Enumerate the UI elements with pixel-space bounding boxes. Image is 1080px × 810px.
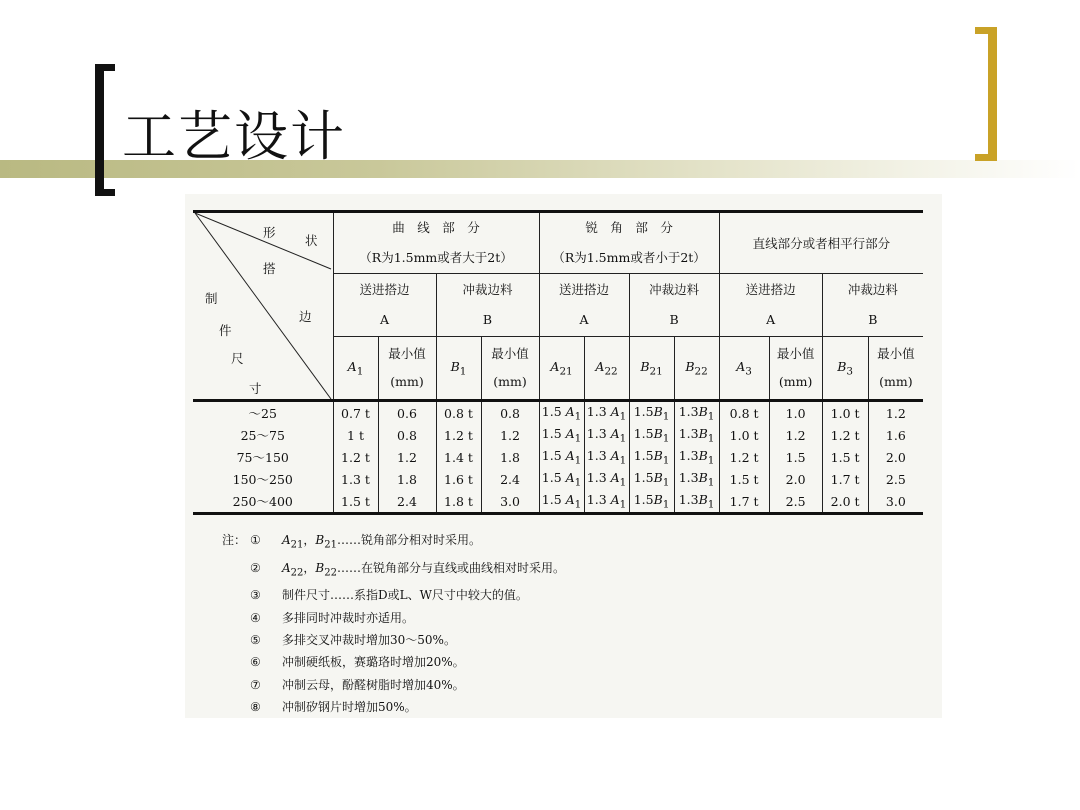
table-cell: 1.0 t [719, 424, 769, 446]
table-cell: 1.6 [868, 424, 923, 446]
table-cell: $1.3B_1$ [674, 401, 719, 425]
note-text: $A_{22}$，$B_{22}\dots\dots$在锐角部分与直线或曲线相对时采用。 [282, 560, 565, 579]
table-cell: 1.8 t [436, 490, 481, 514]
column-header: $A_3$ [719, 337, 769, 401]
note-number: ① [250, 533, 261, 547]
note-item [222, 607, 565, 629]
table-cell: 1.7 t [822, 468, 868, 490]
note-item [222, 696, 565, 718]
left-bracket-decoration [95, 64, 115, 196]
table-row [193, 446, 923, 468]
diag-label: 制 [205, 291, 218, 306]
table-cell: 1.5 [769, 446, 822, 468]
diag-label: 形 [263, 225, 276, 240]
table-row [193, 490, 923, 514]
diag-label: 边 [299, 309, 312, 324]
table-cell: 1.4 t [436, 446, 481, 468]
note-item [222, 629, 565, 651]
note-item [222, 651, 565, 673]
column-header: $B_{21}$ [629, 337, 674, 401]
note-number: ⑤ [250, 632, 261, 647]
table-cell: 1.5 $A_1$ [539, 424, 584, 446]
table-row [193, 424, 923, 446]
group-title: 直线部分或者相平行部分 [752, 236, 891, 251]
column-header: $A_1$ [333, 337, 378, 401]
table-cell: 1.2 [378, 446, 436, 468]
table-cell: 1.6 t [436, 468, 481, 490]
diag-label: 状 [305, 233, 318, 248]
note-text: 冲制硬纸板，赛璐珞时增加20%。 [282, 655, 465, 670]
table-cell: 2.0 [769, 468, 822, 490]
table-cell: 2.0 [868, 446, 923, 468]
table-cell: 1.3 $A_1$ [584, 446, 629, 468]
sub-header: 冲裁边料 B [436, 274, 539, 337]
column-header: $B_3$ [822, 337, 868, 401]
table-cell: 1.2 [481, 424, 539, 446]
note-text: 多排交叉冲裁时增加30～50%。 [282, 632, 456, 647]
table-cell: 2.4 [378, 490, 436, 514]
table-cell: 1.3 $A_1$ [584, 401, 629, 425]
column-header: $B_{22}$ [674, 337, 719, 401]
table-cell: $1.5B_1$ [629, 401, 674, 425]
table-cell: 1.3 $A_1$ [584, 468, 629, 490]
note-number: ② [250, 560, 261, 575]
table-cell: $1.3B_1$ [674, 424, 719, 446]
column-header: 最小值 (mm) [769, 337, 822, 401]
column-header: $B_1$ [436, 337, 481, 401]
note-text: 冲制矽钢片时增加50%。 [282, 699, 417, 714]
sub-header: 送进搭边 A [719, 274, 822, 337]
table-cell: 3.0 [481, 490, 539, 514]
table-cell: $1.5B_1$ [629, 424, 674, 446]
column-header: $A_{21}$ [539, 337, 584, 401]
table-row [193, 468, 923, 490]
table-row [193, 401, 923, 425]
sub-header: 送进搭边 A [539, 274, 629, 337]
table-cell: 3.0 [868, 490, 923, 514]
table-cell: 1.5 $A_1$ [539, 490, 584, 514]
group-subtitle: （R为1.5mm或者小于2t） [552, 250, 706, 265]
table-body [193, 401, 923, 514]
note-text: 多排同时冲裁时亦适用。 [282, 610, 415, 625]
table-cell: $1.3B_1$ [674, 490, 719, 514]
table-cell: 2.5 [868, 468, 923, 490]
table-cell: 1.8 [481, 446, 539, 468]
note-number: ⑧ [250, 699, 261, 714]
column-header: 最小值 (mm) [481, 337, 539, 401]
diag-label: 寸 [249, 381, 262, 396]
column-header: 最小值 (mm) [378, 337, 436, 401]
row-size-label: 25～75 [240, 428, 285, 443]
note-text: 制件尺寸……系指D或L、W尺寸中较大的值。 [282, 588, 528, 603]
group-header-straight [719, 212, 923, 274]
row-size-label: ～25 [193, 401, 333, 425]
table-cell: 1.5 t [822, 446, 868, 468]
row-size-label: 75～150 [236, 450, 289, 465]
table-cell: 1.8 [378, 468, 436, 490]
table-notes [222, 529, 565, 718]
overlap-spec-table [193, 210, 923, 515]
table-cell: 0.8 [481, 401, 539, 425]
table-cell: 1.2 t [719, 446, 769, 468]
table-cell: $1.5B_1$ [629, 446, 674, 468]
table-cell: 1.5 t [333, 490, 378, 514]
table-cell: 1.5 $A_1$ [539, 401, 584, 425]
note-item [222, 557, 565, 585]
note-item [222, 584, 565, 606]
column-header: $A_{22}$ [584, 337, 629, 401]
table-cell: 1.3 $A_1$ [584, 424, 629, 446]
slide-title: 工艺设计 [122, 105, 346, 168]
group-subtitle: （R为1.5mm或者大于2t） [359, 250, 513, 265]
diag-label: 尺 [231, 351, 244, 366]
table-cell: 0.6 [378, 401, 436, 425]
table-cell: 2.5 [769, 490, 822, 514]
note-number: ③ [250, 588, 261, 603]
table-cell: 1.0 [769, 401, 822, 425]
group-title: 曲 线 部 分 [392, 220, 480, 235]
table-cell: 1.5 $A_1$ [539, 446, 584, 468]
table-cell: 2.4 [481, 468, 539, 490]
table-cell: 1.0 t [822, 401, 868, 425]
note-number: ⑥ [250, 655, 261, 670]
group-header-curve [333, 212, 539, 274]
table-cell: 0.8 t [719, 401, 769, 425]
table-cell: 0.8 [378, 424, 436, 446]
column-header: 最小值 (mm) [868, 337, 923, 401]
diag-label: 件 [219, 323, 232, 338]
table-cell: 1 t [333, 424, 378, 446]
note-text: $A_{21}$，$B_{21}\dots\dots$锐角部分相对时采用。 [282, 533, 481, 551]
note-prefix: 注： [222, 533, 247, 547]
table-cell: 0.7 t [333, 401, 378, 425]
row-size-label: 250～400 [193, 490, 333, 514]
table-cell: 1.7 t [719, 490, 769, 514]
note-item [222, 674, 565, 696]
table-cell: $1.3B_1$ [674, 468, 719, 490]
table-cell: 1.5 t [719, 468, 769, 490]
table-cell: 1.2 [769, 424, 822, 446]
table-cell: 1.2 t [822, 424, 868, 446]
table-cell: $1.5B_1$ [629, 490, 674, 514]
table-cell: $1.5B_1$ [629, 468, 674, 490]
group-header-acute [539, 212, 719, 274]
diagonal-header-cell [193, 212, 333, 401]
table-cell: $1.3B_1$ [674, 446, 719, 468]
sub-header: 送进搭边 A [333, 274, 436, 337]
note-text: 冲制云母，酚醛树脂时增加40%。 [282, 677, 465, 692]
table-cell: 1.5 $A_1$ [539, 468, 584, 490]
row-size-label: 150～250 [232, 472, 293, 487]
note-number: ⑦ [250, 677, 261, 692]
table-cell: 1.2 [868, 401, 923, 425]
table-cell: 1.3 t [333, 468, 378, 490]
sub-header: 冲裁边料 B [629, 274, 719, 337]
right-bracket-decoration [975, 27, 997, 161]
sub-header: 冲裁边料 B [822, 274, 923, 337]
diag-label: 搭 [263, 261, 276, 276]
table-cell: 1.3 $A_1$ [584, 490, 629, 514]
note-number: ④ [250, 610, 261, 625]
table-cell: 1.2 t [436, 424, 481, 446]
table-cell: 2.0 t [822, 490, 868, 514]
group-title: 锐 角 部 分 [585, 220, 673, 235]
table-cell: 0.8 t [436, 401, 481, 425]
note-item [222, 529, 565, 557]
table-cell: 1.2 t [333, 446, 378, 468]
